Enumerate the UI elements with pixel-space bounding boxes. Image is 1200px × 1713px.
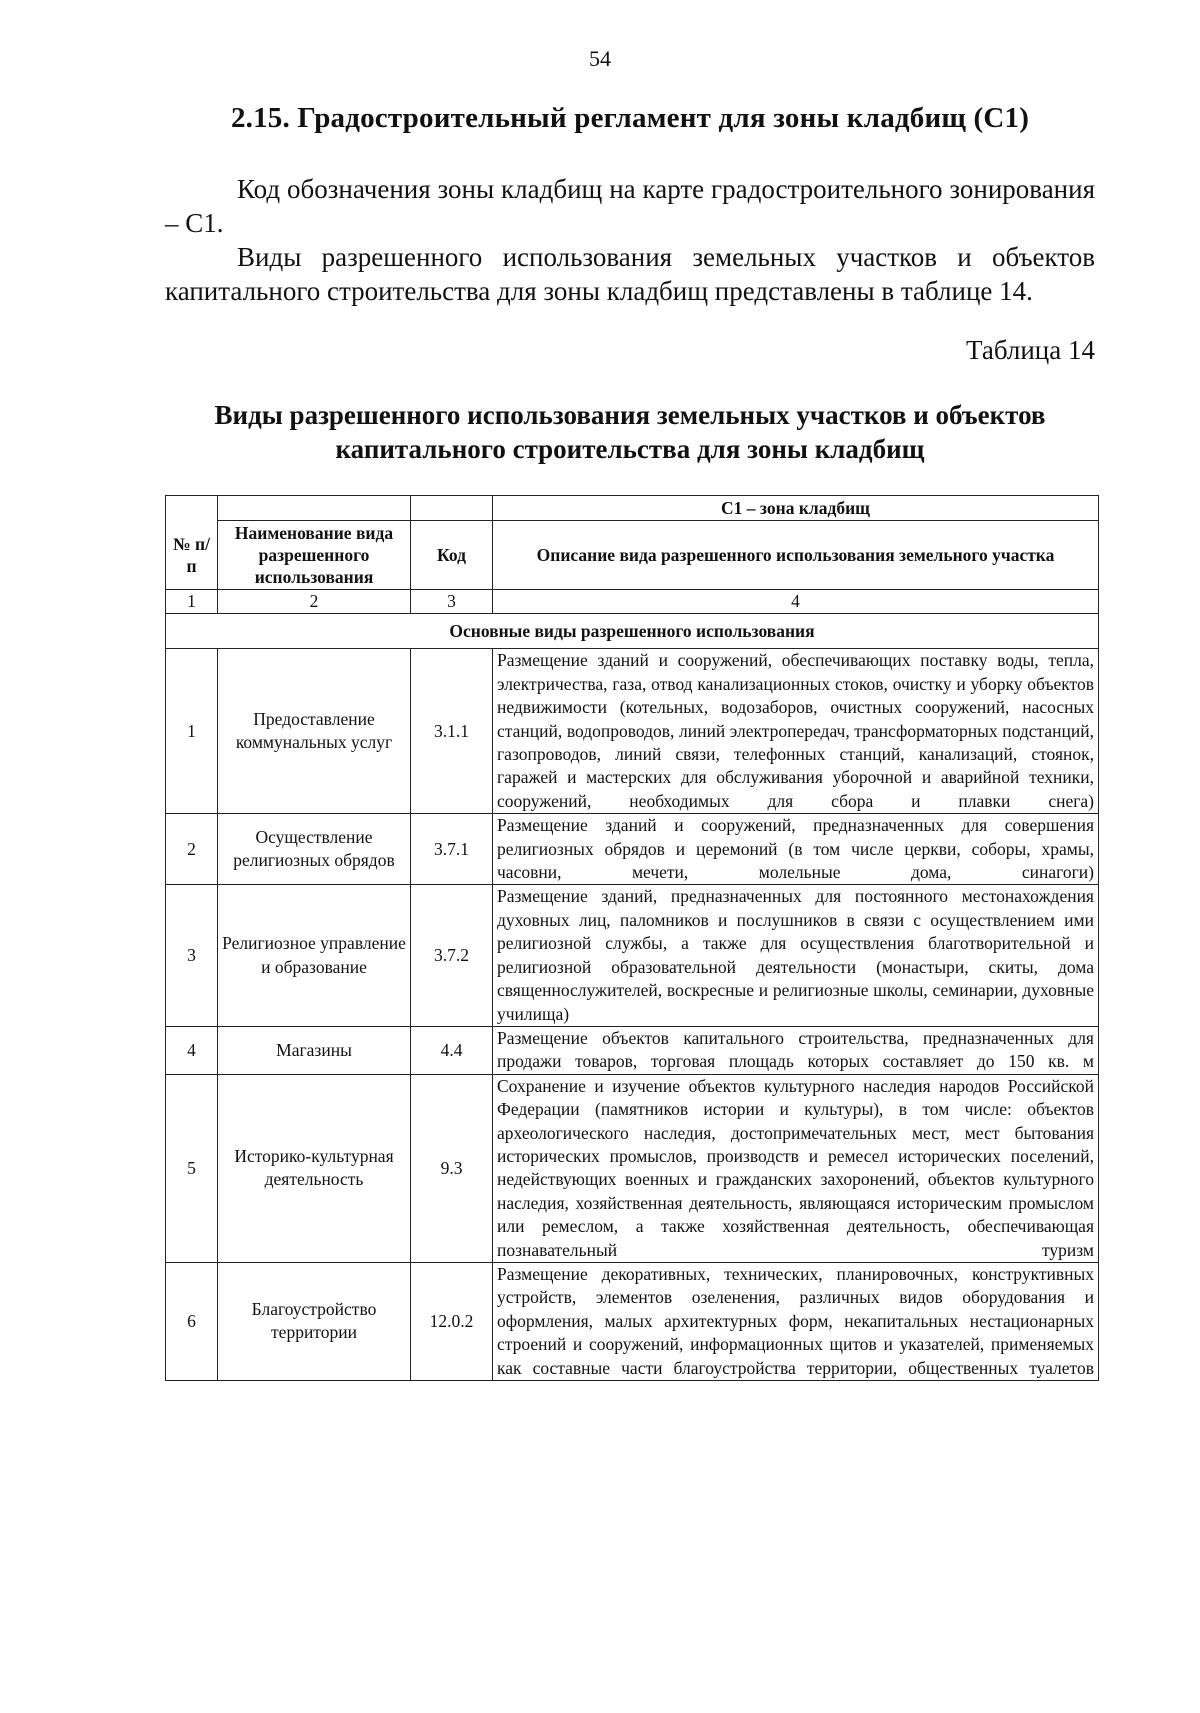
- header-num: № п/п: [166, 521, 218, 590]
- usage-name: Осуществление религиозных обрядов: [218, 814, 411, 885]
- row-number: 3: [166, 885, 218, 1026]
- usage-description: Размещение зданий, предназначенных для постоянного местонахождения духовных лиц, паломников и послушников в связи с осуществлением ими религиозной службы, а также для осуществления благотворительной и религиозной образовательной деятельности (монастыри, скиты, дома священнослужителей, воскресные и религиозные школы, семинарии, духовные училища): [493, 885, 1099, 1026]
- usage-name: Магазины: [218, 1026, 411, 1074]
- row-number: 1: [166, 649, 218, 814]
- column-index: 3: [411, 590, 493, 614]
- table-row: [166, 1262, 1099, 1380]
- usage-name: Историко-культурная деятельность: [218, 1074, 411, 1262]
- row-number: 2: [166, 814, 218, 885]
- usage-description: Размещение объектов капитального строительства, предназначенных для продажи товаров, торговая площадь которых составляет до 150 кв. м: [493, 1026, 1099, 1074]
- row-number: 4: [166, 1026, 218, 1074]
- row-number: 5: [166, 1074, 218, 1262]
- header-name: Наименование вида разрешенного использования: [218, 521, 411, 590]
- empty-header-cell: [166, 496, 218, 521]
- usage-code: 9.3: [411, 1074, 493, 1262]
- usage-code: 3.1.1: [411, 649, 493, 814]
- paragraph-text: Код обозначения зоны кладбищ на карте градостроительного зонирования – С1.: [165, 174, 1095, 238]
- usage-description: Размещение зданий и сооружений, обеспечивающих поставку воды, тепла, электричества, газа, отвод канализационных стоков, очистку и уборку объектов недвижимости (котельных, водозаборов, очистных сооружений, насосных станций, водопроводов, линий электропередач, трансформаторных подстанций, газопроводов, линий связи, телефонных станций, канализаций, стоянок, гаражей и мастерских для обслуживания уборочной и аварийной техники, сооружений, необходимых для сбора и плавки снега): [493, 649, 1099, 814]
- usage-code: 12.0.2: [411, 1262, 493, 1380]
- header-desc: Описание вида разрешенного использования земельного участка: [493, 521, 1099, 590]
- section-heading: 2.15. Градостроительный регламент для зоны кладбищ (С1): [230, 102, 1030, 134]
- paragraph-text: Виды разрешенного использования земельных участков и объектов капитального строительства для зоны кладбищ представлены в таблице 14.: [165, 242, 1095, 306]
- section-label: Основные виды разрешенного использования: [166, 614, 1099, 649]
- empty-header-cell: [411, 496, 493, 521]
- usage-code: 3.7.1: [411, 814, 493, 885]
- column-header-row: [166, 521, 1099, 590]
- table-caption: Таблица 14: [966, 335, 1095, 365]
- usage-types-table: [165, 495, 1099, 1381]
- page-number: 54: [589, 46, 611, 71]
- empty-header-cell: [218, 496, 411, 521]
- section-label-row: [166, 614, 1099, 649]
- usage-code: 3.7.2: [411, 885, 493, 1026]
- zone-header: С1 – зона кладбищ: [493, 496, 1099, 521]
- column-index: 4: [493, 590, 1099, 614]
- table-row: [166, 1026, 1099, 1074]
- column-index: 2: [218, 590, 411, 614]
- usage-name: Предоставление коммунальных услуг: [218, 649, 411, 814]
- usage-name: Благоустройство территории: [218, 1262, 411, 1380]
- column-index: 1: [166, 590, 218, 614]
- paragraph-usage-types: [165, 240, 1095, 308]
- table-row: [166, 885, 1099, 1026]
- usage-name: Религиозное управление и образование: [218, 885, 411, 1026]
- header-code: Код: [411, 521, 493, 590]
- column-index-row: [166, 590, 1099, 614]
- table-title: Виды разрешенного использования земельных участков и объектов капитального строительства для зоны кладбищ: [214, 400, 1046, 464]
- usage-description: Размещение зданий и сооружений, предназначенных для совершения религиозных обрядов и церемоний (в том числе церкви, соборы, храмы, часовни, мечети, молельные дома, синагоги): [493, 814, 1099, 885]
- usage-description: Сохранение и изучение объектов культурного наследия народов Российской Федерации (памятников истории и культуры), в том числе: объектов археологического наследия, достопримечательных мест, мест бытования исторических промыслов, производств и ремесел исторических поселений, недействующих военных и гражданских захоронений, объектов культурного наследия, хозяйственная деятельность, являющаяся историческим промыслом или ремеслом, а также хозяйственная деятельность, обеспечивающая познавательный туризм: [493, 1074, 1099, 1262]
- table-row: [166, 1074, 1099, 1262]
- paragraph-zone-code: [165, 172, 1095, 240]
- row-number: 6: [166, 1262, 218, 1380]
- table-row: [166, 649, 1099, 814]
- table-row: [166, 814, 1099, 885]
- zone-header-row: [166, 496, 1099, 521]
- usage-code: 4.4: [411, 1026, 493, 1074]
- usage-description: Размещение декоративных, технических, планировочных, конструктивных устройств, элементов озеленения, различных видов оборудования и оформления, малых архитектурных форм, некапитальных нестационарных строений и сооружений, информационных щитов и указателей, применяемых как составные части благоустройства территории, общественных туалетов: [493, 1262, 1099, 1380]
